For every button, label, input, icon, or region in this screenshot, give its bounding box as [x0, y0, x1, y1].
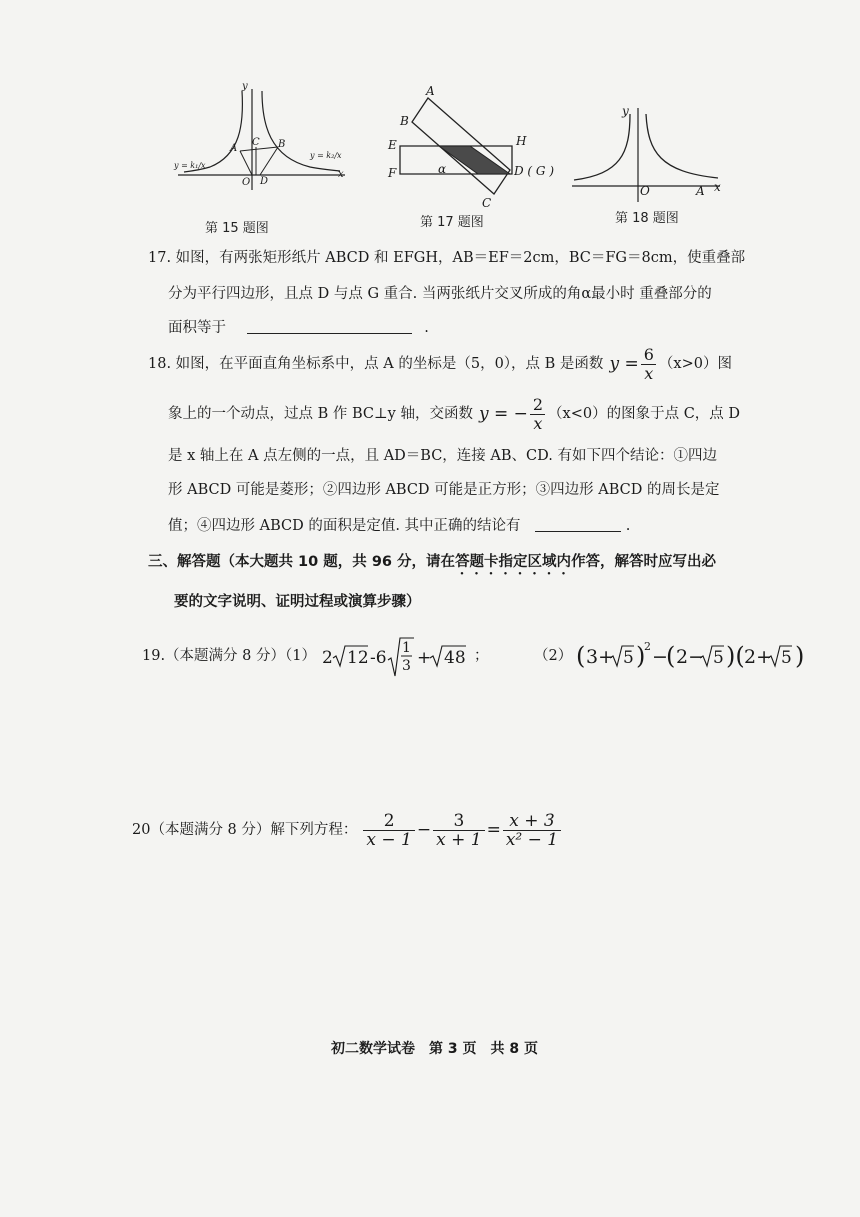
q20-fraction-3	[503, 812, 561, 849]
fig15-y-label: y	[242, 81, 248, 92]
q18-frac2-numerator: 2	[532, 394, 544, 414]
q19-part-2	[534, 634, 810, 678]
svg-text:): )	[795, 642, 805, 670]
q17-line-2: 分为平行四边形，且点 D 与点 G 重合. 当两张纸片交叉所成的角α最小时 重叠部分的	[168, 286, 712, 302]
fig15-c-label: C	[252, 137, 260, 148]
question-19	[142, 634, 805, 678]
svg-text:+: +	[416, 648, 432, 668]
question-20	[132, 802, 632, 858]
q20-fraction-1	[363, 812, 414, 849]
fig18-a-label: A	[696, 184, 705, 198]
q20-frac1-numerator: 2	[383, 810, 395, 831]
q18-line-1-text: 18. 如图，在平面直角坐标系中，点 A 的坐标是（5，0），点 B 是函数	[148, 356, 604, 372]
fig17-b-label: B	[400, 114, 409, 128]
q17-line-3	[168, 318, 429, 338]
q18-line-2	[168, 396, 740, 432]
q19-expression-2	[576, 634, 810, 678]
fig18-origin-label: O	[640, 184, 650, 198]
q17-answer-blank[interactable]	[247, 333, 412, 334]
svg-text:2+: 2+	[744, 646, 773, 668]
svg-text:-6: -6	[369, 648, 387, 668]
fig17-h-label: H	[516, 134, 527, 148]
figure-18	[570, 104, 730, 204]
q19-part-1	[142, 634, 488, 678]
q20-frac3-denominator: x² − 1	[503, 830, 561, 849]
q20-equals-sign: =	[486, 820, 501, 840]
q18-line-1	[148, 346, 732, 382]
svg-text:1: 1	[401, 640, 411, 656]
figure-18-caption: 第 18 题图	[615, 211, 679, 226]
svg-text:3: 3	[401, 658, 411, 674]
q18-line-4: 形 ABCD 可能是菱形；②四边形 ABCD 可能是正方形；③四边形 ABCD 的周长是定	[168, 482, 720, 498]
svg-text:2−: 2−	[676, 646, 705, 668]
section-3-heading	[148, 550, 808, 610]
fig17-e-label: E	[388, 138, 397, 152]
svg-text:(: (	[576, 642, 586, 670]
q18-line-2-text: 象上的一个动点，过点 B 作 BC⊥y 轴，交函数	[168, 406, 473, 422]
svg-text:48: 48	[443, 648, 466, 668]
fig18-y-label: y	[622, 104, 629, 118]
svg-text:3+: 3+	[586, 646, 615, 668]
q20-label: 20（本题满分 8 分）解下列方程：	[132, 822, 358, 838]
q18-line-2-end: （x<0）的图象于点 C，点 D	[548, 406, 741, 422]
fig18-x-label: x	[714, 180, 721, 194]
q18-line-5-end: .	[625, 518, 631, 534]
fig17-dg-label: D ( G )	[514, 164, 555, 178]
q18-line-5	[168, 516, 630, 536]
q19-label: 19.（本题满分 8 分）（1）	[142, 648, 316, 664]
figure-17	[382, 84, 557, 212]
figure-15	[170, 81, 350, 195]
section-3-line-1-a: 三、解答题（本大题共 10 题，共 96 分，请在	[148, 554, 456, 570]
svg-text:): )	[636, 642, 646, 670]
svg-text:5: 5	[713, 648, 725, 668]
q20-frac2-numerator: 3	[453, 810, 465, 831]
figure-15-caption: 第 15 题图	[205, 221, 269, 236]
q20-equation	[132, 802, 563, 858]
fig15-a-label: A	[230, 143, 238, 154]
fig15-x-label: x	[338, 169, 344, 180]
fig15-right-curve-label: y = k₂/x	[310, 151, 342, 160]
q20-minus-sign: −	[416, 820, 432, 840]
q18-line-5-text: 值；④四边形 ABCD 的面积是定值. 其中正确的结论有	[168, 518, 521, 534]
q20-frac3-numerator: x + 3	[509, 810, 555, 831]
svg-text:2: 2	[644, 640, 652, 653]
fig17-a-label: A	[426, 84, 435, 98]
q17-line-3-end: .	[424, 320, 429, 336]
q18-line-1-end: （x>0）图	[658, 356, 732, 372]
fig17-f-label: F	[388, 166, 397, 180]
svg-text:5: 5	[623, 648, 635, 668]
q20-frac1-denominator: x − 1	[363, 830, 414, 849]
fig17-c-label: C	[482, 196, 492, 210]
section-3-line-1	[148, 550, 716, 578]
section-3-line-1-dotted: 答题卡指定区域内	[455, 554, 572, 570]
q19-part-1-end: ；	[473, 648, 489, 664]
section-3-line-2: 要的文字说明、证明过程或演算步骤）	[174, 594, 421, 610]
fig15-b-label: B	[278, 139, 286, 150]
q18-line-1-y: y =	[609, 354, 639, 374]
q18-frac2-denominator: x	[530, 414, 545, 433]
q19-expression-1	[320, 634, 470, 678]
q17-line-3-text: 面积等于	[168, 320, 226, 336]
fig15-d-label: D	[260, 176, 269, 187]
q18-fraction-6-over-x	[641, 346, 657, 383]
fig15-left-curve-label: y = k₁/x	[174, 161, 206, 170]
page-footer: 初二数学试卷 第 3 页 共 8 页	[331, 1041, 538, 1057]
q20-frac2-denominator: x + 1	[433, 830, 484, 849]
svg-text:−: −	[652, 646, 669, 668]
fig15-origin-label: O	[242, 177, 251, 188]
figure-17-caption: 第 17 题图	[420, 215, 484, 230]
q17-line-1: 17. 如图，有两张矩形纸片 ABCD 和 EFGH，AB＝EF＝2cm，BC＝FG＝8cm，使重叠部	[148, 250, 746, 266]
q18-line-3: 是 x 轴上在 A 点左侧的一点，且 AD＝BC，连接 AB、CD. 有如下四个结论：①四边	[168, 448, 717, 464]
q19-part-2-label: （2）	[534, 648, 573, 664]
q18-line-2-y: y = −	[478, 404, 528, 424]
svg-text:)(: )(	[726, 642, 745, 670]
question-18	[148, 346, 788, 546]
svg-text:12: 12	[346, 648, 369, 668]
q20-fraction-2	[433, 812, 484, 849]
q18-frac1-denominator: x	[641, 364, 656, 383]
svg-text:2: 2	[321, 648, 333, 668]
fig17-alpha-label: α	[438, 162, 447, 176]
q18-answer-blank[interactable]	[535, 531, 621, 532]
svg-text:5: 5	[781, 648, 793, 668]
section-3-line-1-b: 作答，解答时应写出必	[571, 554, 717, 570]
question-17	[148, 242, 788, 342]
svg-text:(: (	[666, 642, 676, 670]
q18-fraction-2-over-x	[530, 396, 546, 433]
q18-frac1-numerator: 6	[643, 344, 654, 364]
